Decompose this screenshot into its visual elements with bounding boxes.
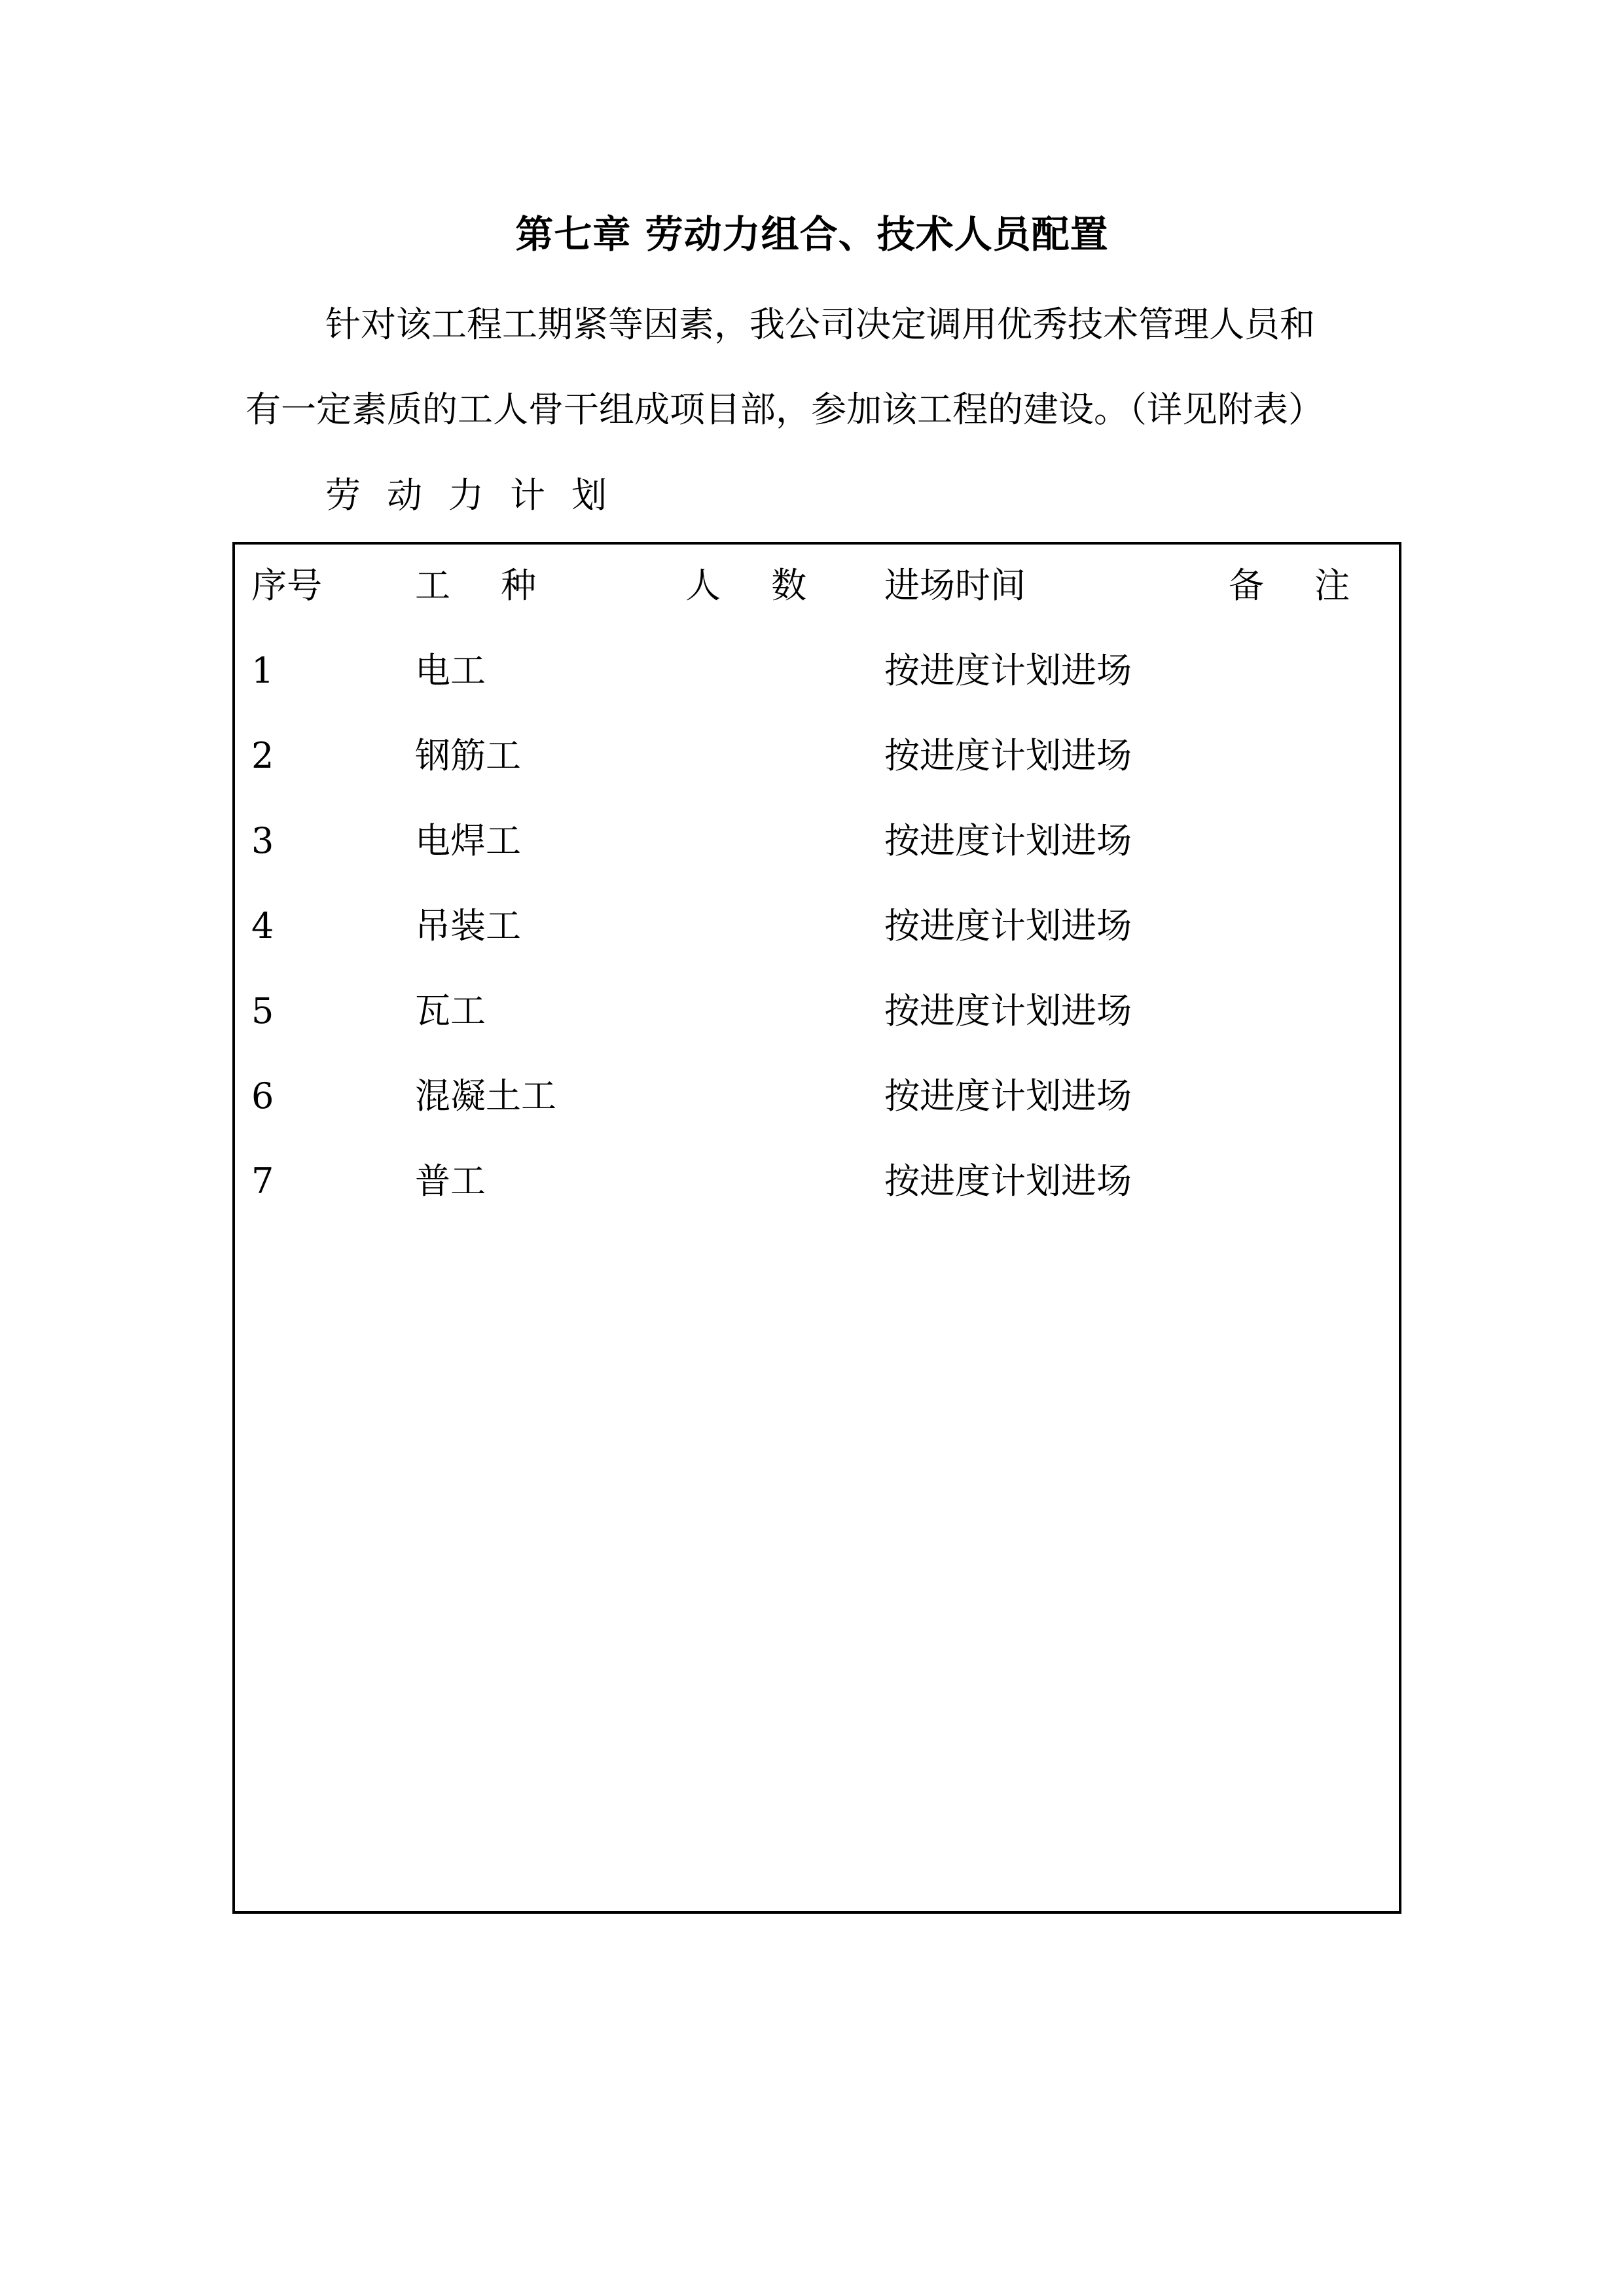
row-type: 电焊工 — [415, 820, 521, 861]
row-no: 2 — [251, 735, 274, 776]
row-no: 3 — [251, 820, 274, 861]
chapter-title: 第七章 劳动力组合、技术人员配置 — [515, 212, 1109, 257]
row-no: 6 — [251, 1075, 274, 1117]
table-row — [235, 1155, 1399, 1208]
table-row — [235, 1070, 1399, 1122]
row-type: 吊装工 — [415, 905, 521, 946]
table-row — [235, 985, 1399, 1037]
header-note: 备 注 — [1229, 565, 1370, 606]
table-row — [235, 815, 1399, 867]
table-row — [235, 645, 1399, 697]
row-no: 7 — [251, 1160, 274, 1202]
row-entry-time: 按进度计划进场 — [884, 990, 1132, 1031]
header-entry-time: 进场时间 — [884, 565, 1026, 606]
row-entry-time: 按进度计划进场 — [884, 1075, 1132, 1117]
intro-paragraph-line-2: 有一定素质的工人骨干组成项目部，参加该工程的建设。（详见附表） — [245, 389, 1324, 430]
row-entry-time: 按进度计划进场 — [884, 820, 1132, 861]
row-entry-time: 按进度计划进场 — [884, 650, 1132, 691]
header-no: 序号 — [251, 565, 322, 606]
header-type: 工 种 — [415, 565, 556, 606]
row-type: 混凝土工 — [415, 1075, 556, 1117]
labor-plan-title: 劳动力计划 — [325, 475, 633, 516]
row-type: 电工 — [415, 650, 486, 691]
row-entry-time: 按进度计划进场 — [884, 905, 1132, 946]
row-entry-time: 按进度计划进场 — [884, 735, 1132, 776]
row-type: 瓦工 — [415, 990, 486, 1031]
header-count: 人 数 — [685, 565, 827, 606]
table-header-row — [235, 560, 1399, 612]
labor-plan-table — [232, 542, 1401, 1914]
row-no: 4 — [251, 905, 274, 946]
row-type: 普工 — [415, 1160, 486, 1202]
table-row — [235, 900, 1399, 952]
row-no: 5 — [251, 990, 274, 1031]
row-type: 钢筋工 — [415, 735, 521, 776]
intro-paragraph-line-1: 针对该工程工期紧等因素，我公司决定调用优秀技术管理人员和 — [325, 304, 1315, 345]
row-entry-time: 按进度计划进场 — [884, 1160, 1132, 1202]
row-no: 1 — [251, 650, 274, 691]
table-row — [235, 730, 1399, 782]
